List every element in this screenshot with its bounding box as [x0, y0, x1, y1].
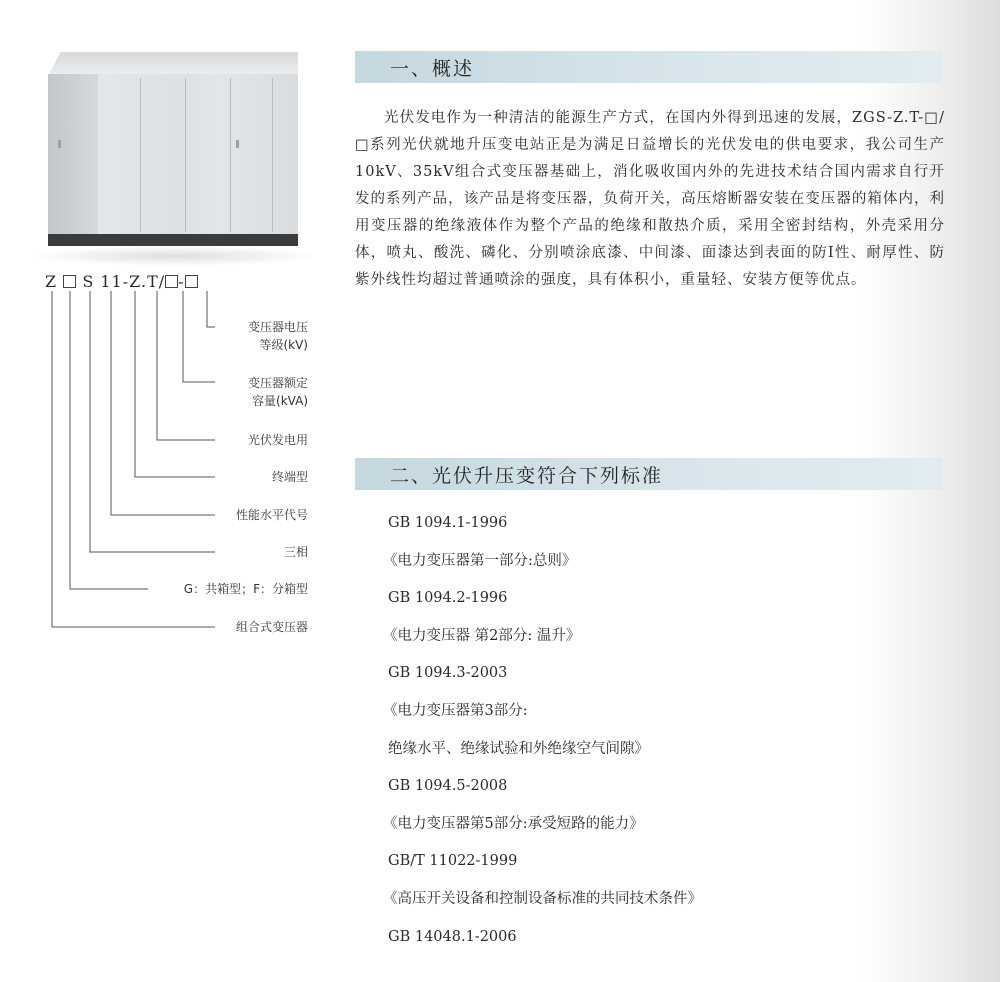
connector-line — [157, 291, 215, 440]
code-zt: Z.T — [129, 272, 159, 291]
legend-combined-transformer: 组合式变压器 — [235, 620, 308, 634]
connector-line — [70, 291, 148, 589]
overview-paragraph: 光伏发电作为一种清洁的能源生产方式，在国内外得到迅速的发展，ZGS-Z.T-□/□系列光伏就地升压变电站正是为满足日益增长的光伏发电的供电要求，我公司生产10kV、35kV组合式变压器基础上，消化吸收国内外的先进技术结合国内需求自行开发的系列产品，该产品是将变压器，负荷开关，高压熔断器安装在变压器的箱体内，利用变压器的绝缘液体作为整个产品的绝缘和散热介质，采用全密封结构，外壳采用分体，喷丸、酸洗、磷化、分别喷涂底漆、中间漆、面漆达到表面的防I性、耐厚性、防紫外线性均超过普通喷涂的强度，具有体积小，重量轻、安装方便等优点。 — [355, 110, 945, 288]
legend-voltage-level: 变压器电压 等级(kV) — [247, 320, 308, 352]
standard-title: 《电力变压器第一部分:总则》 — [383, 552, 577, 569]
standard-title: 《高压开关设备和控制设备标准的共同技术条件》 — [383, 890, 702, 907]
connector-line — [183, 291, 215, 382]
connector-line — [111, 291, 215, 515]
code-dash: - — [122, 272, 130, 291]
section-header-standards — [355, 458, 942, 490]
standard-title: 《电力变压器第3部分: — [383, 702, 528, 719]
standard-title: 《电力变压器 第2部分: 温升》 — [383, 627, 581, 644]
connector-line — [207, 291, 215, 327]
legend-terminal-type: 终端型 — [271, 470, 308, 484]
section-title: 一、概述 — [390, 58, 475, 80]
section-header-overview — [355, 51, 942, 83]
connector-line — [90, 291, 215, 552]
standard-code: GB/T 11022-1999 — [388, 853, 518, 870]
standard-code: GB 1094.1-1996 — [388, 515, 508, 531]
connector-line — [135, 291, 215, 477]
standard-title-continued: 绝缘水平、绝缘试验和外绝缘空气间隙》 — [388, 740, 649, 757]
standard-code: GB 1094.2-1996 — [388, 590, 508, 607]
code-s: S — [82, 272, 95, 291]
connector-line — [52, 291, 215, 627]
code-slash: / — [158, 272, 166, 291]
code-z: Z — [45, 272, 58, 291]
legend-performance-code: 性能水平代号 — [235, 508, 308, 522]
standard-code: GB 1094.3-2003 — [388, 665, 508, 682]
standards-list — [355, 514, 945, 965]
legend-pv-use: 光伏发电用 — [247, 433, 308, 447]
standard-title: 《电力变压器第5部分:承受短路的能力》 — [383, 815, 644, 832]
standard-code: GB 1094.5-2008 — [388, 778, 508, 795]
legend-rated-capacity: 变压器额定 容量(kVA) — [247, 376, 308, 408]
legend-three-phase: 三相 — [283, 545, 308, 559]
code-num: 11 — [100, 272, 123, 291]
standard-code: GB 14048.1-2006 — [388, 928, 517, 945]
legend-box-type: G：共箱型；F：分箱型 — [183, 582, 308, 596]
code-dash2: - — [178, 272, 185, 291]
section-title: 二、光伏升压变符合下列标准 — [390, 465, 664, 487]
